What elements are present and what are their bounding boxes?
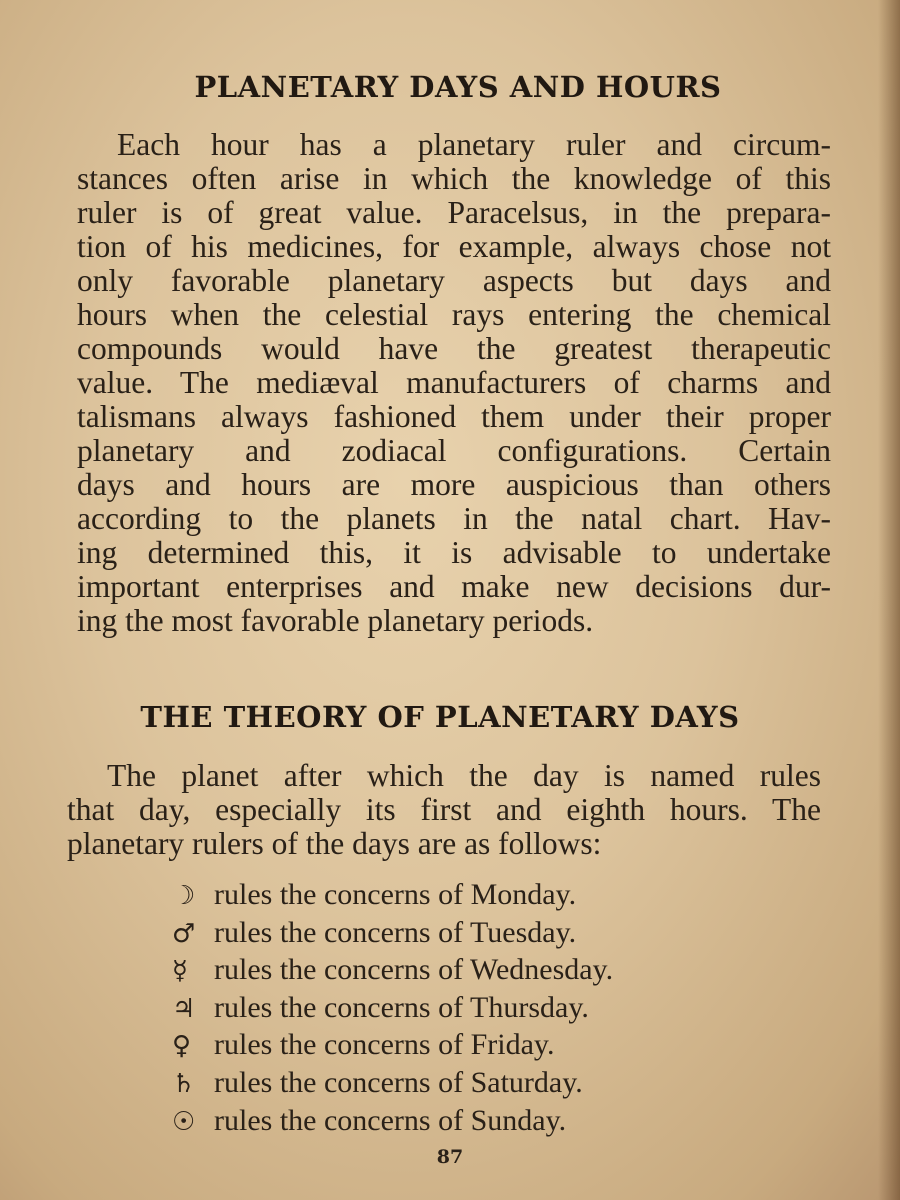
page-number: 87 (436, 1146, 464, 1168)
text-line: ing determined this, it is advisable to undertake (77, 535, 831, 570)
text-line: according to the planets in the natal chart. Hav- (77, 501, 831, 536)
ruler-text: rules the concerns of Friday. (214, 1028, 555, 1062)
text-line: hours when the celestial rays entering the chemical (77, 297, 831, 332)
ruler-text: rules the concerns of Sunday. (214, 1103, 567, 1137)
mercury-symbol-icon: ☿ (172, 956, 188, 987)
text-line: planetary and zodiacal configurations. Certain (77, 433, 831, 468)
section-heading-theory-of-planetary-days: THE THEORY OF PLANETARY DAYS (140, 700, 740, 734)
text-line: stances often arise in which the knowledge of this (77, 161, 831, 196)
saturn-symbol-icon: ♄ (172, 1068, 196, 1099)
ruler-text: rules the concerns of Saturday. (214, 1065, 583, 1099)
text-line: days and hours are more auspicious than others (77, 467, 831, 502)
ruler-item-tuesday (172, 914, 772, 952)
paragraph-planetary-days-and-hours (77, 128, 831, 638)
ruler-item-friday (172, 1026, 772, 1064)
text-line: planetary rulers of the days are as follows: (67, 826, 602, 861)
ruler-text: rules the concerns of Monday. (214, 878, 577, 911)
mars-symbol-icon: ♂ (172, 918, 196, 949)
venus-symbol-icon: ♀ (172, 1031, 192, 1062)
sun-symbol-icon: ☉ (172, 1106, 196, 1137)
ruler-item-saturday (172, 1064, 772, 1102)
jupiter-symbol-icon: ♃ (172, 993, 196, 1024)
text-line: only favorable planetary aspects but days and (77, 263, 831, 298)
page-edge-shadow (878, 0, 900, 1200)
text-line: tion of his medicines, for example, always chose not (77, 229, 831, 264)
text-line: important enterprises and make new decisions dur- (77, 569, 831, 604)
text-line: Each hour has a planetary ruler and circum- (117, 127, 831, 162)
text-line: compounds would have the greatest therapeutic (77, 331, 831, 366)
section-heading-planetary-days-and-hours: PLANETARY DAYS AND HOURS (194, 70, 722, 104)
ruler-item-sunday (172, 1102, 772, 1140)
ruler-text: rules the concerns of Wednesday. (214, 953, 614, 987)
ruler-item-thursday (172, 989, 772, 1027)
paragraph-theory-of-planetary-days (67, 759, 821, 861)
text-line: ing the most favorable planetary periods. (77, 603, 594, 638)
planetary-rulers-list (172, 876, 772, 1139)
text-line: that day, especially its first and eighth hours. The (67, 792, 821, 827)
ruler-item-wednesday (172, 951, 772, 989)
text-line: ruler is of great value. Paracelsus, in the prepara- (77, 195, 831, 230)
text-line: talismans always fashioned them under their proper (77, 399, 831, 434)
text-line: value. The mediæval manufacturers of charms and (77, 365, 831, 400)
text-line: The planet after which the day is named rules (107, 758, 821, 793)
ruler-text: rules the concerns of Thursday. (214, 990, 589, 1024)
ruler-text: rules the concerns of Tuesday. (214, 915, 577, 949)
ruler-item-monday (172, 876, 772, 914)
moon-symbol-icon: ☽ (172, 881, 196, 911)
